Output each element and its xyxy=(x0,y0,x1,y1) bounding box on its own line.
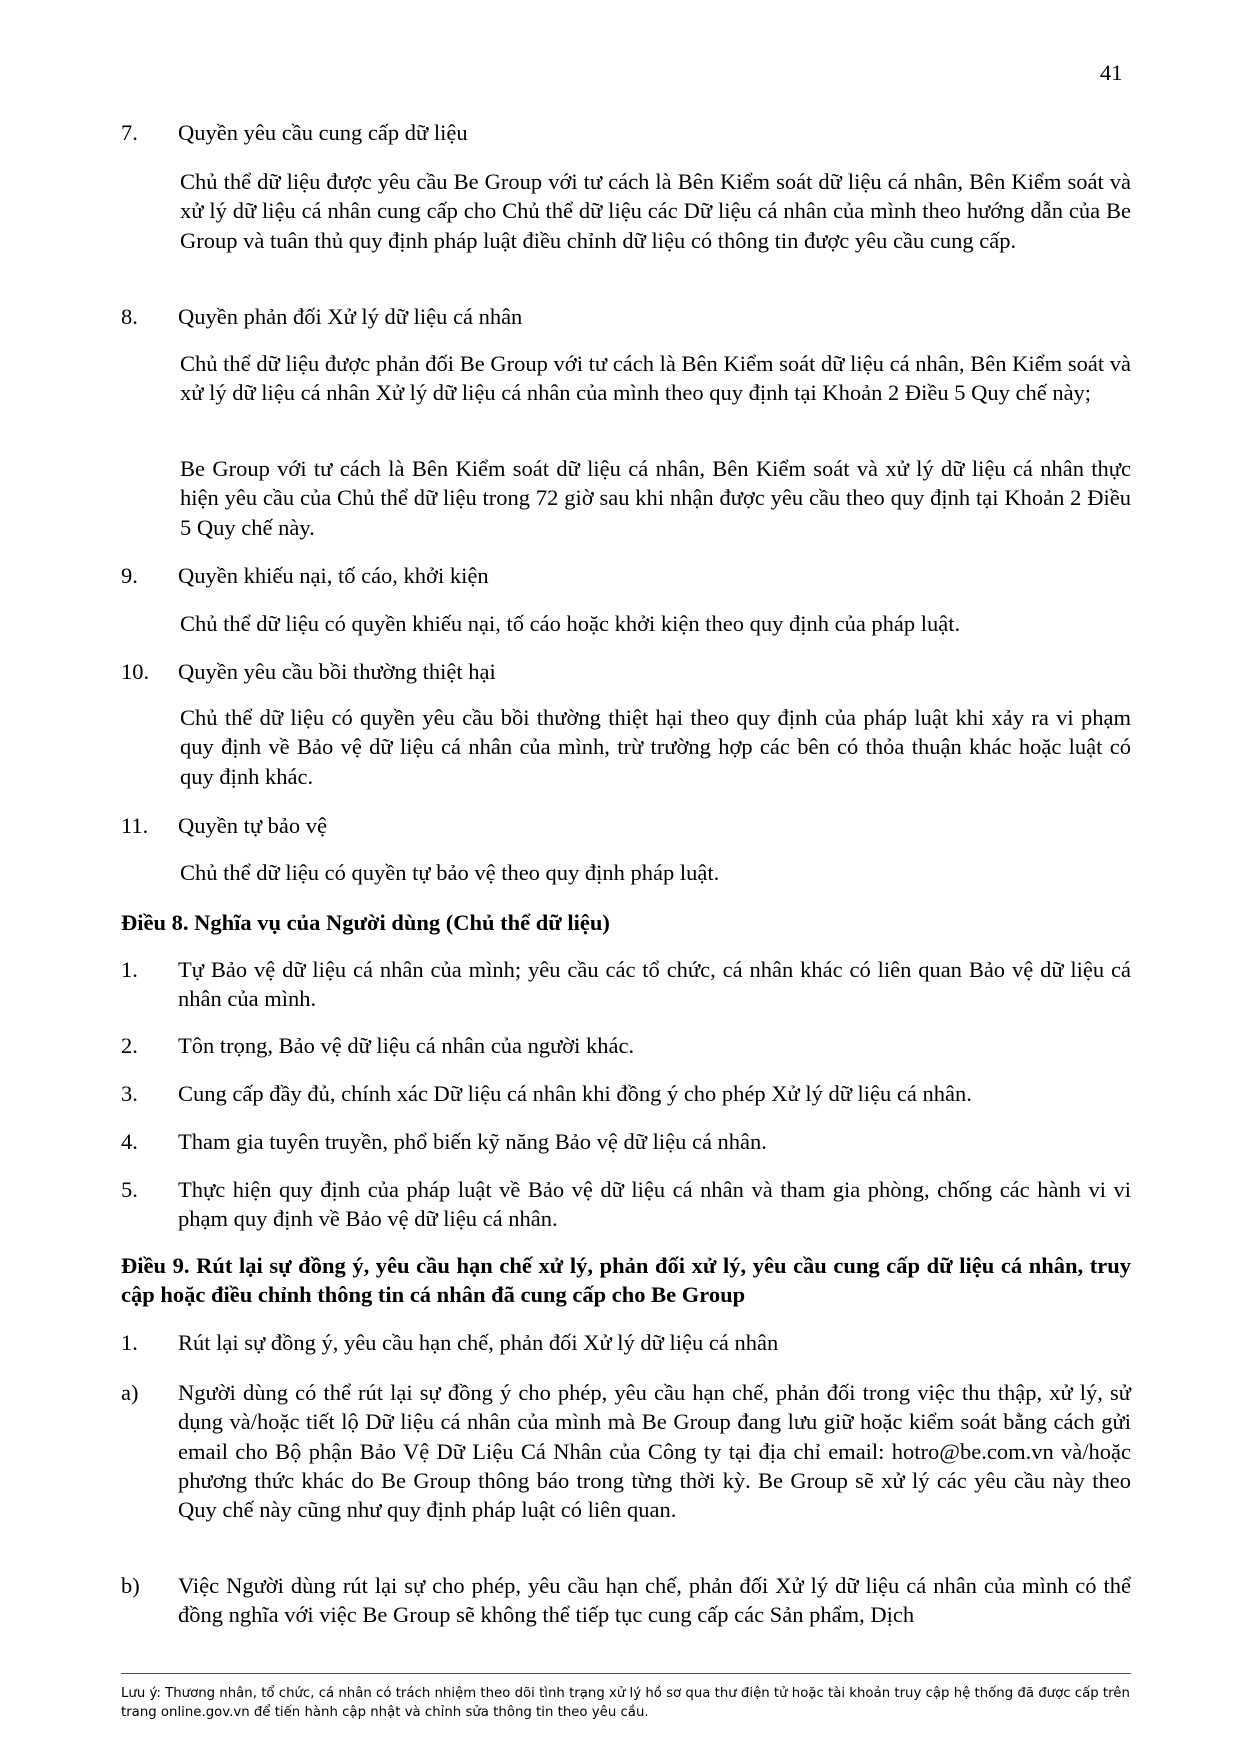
paragraph: Chủ thể dữ liệu được phản đối Be Group với tư cách là Bên Kiểm soát dữ liệu cá nhân, Bên Kiểm soát và xử lý dữ liệu cá nhân Xử lý dữ liệu cá nhân của mình theo quy định tại Khoản 2 Điều 5 Quy chế này; xyxy=(180,351,1131,406)
list-item: Việc Người dùng rút lại sự cho phép, yêu cầu hạn chế, phản đối Xử lý dữ liệu cá nhân của mình có thể đồng nghĩa với việc Be Group sẽ không thể tiếp tục cung cấp các Sản phẩm, Dịch xyxy=(178,1573,1131,1628)
item-title: Quyền tự bảo vệ xyxy=(178,813,328,838)
paragraph: Be Group với tư cách là Bên Kiểm soát dữ liệu cá nhân, Bên Kiểm soát và xử lý dữ liệu cá nhân thực hiện yêu cầu của Chủ thể dữ liệu trong 72 giờ sau khi nhận được yêu cầu theo quy định tại Khoản 2 Điều 5 Quy chế này. xyxy=(180,456,1131,540)
item-number: a) xyxy=(121,1380,139,1405)
list-item: Thực hiện quy định của pháp luật về Bảo vệ dữ liệu cá nhân và tham gia phòng, chống các hành vi vi phạm quy định về Bảo vệ dữ liệu cá nhân. xyxy=(178,1177,1131,1232)
paragraph: Chủ thể dữ liệu có quyền tự bảo vệ theo quy định pháp luật. xyxy=(180,860,720,885)
item-number: 1. xyxy=(121,957,138,982)
list-item: Cung cấp đầy đủ, chính xác Dữ liệu cá nhân khi đồng ý cho phép Xử lý dữ liệu cá nhân. xyxy=(178,1081,972,1106)
list-item: Tôn trọng, Bảo vệ dữ liệu cá nhân của người khác. xyxy=(178,1033,635,1058)
page-number: 41 xyxy=(1100,60,1123,85)
article-8-heading: Điều 8. Nghĩa vụ của Người dùng (Chủ thể dữ liệu) xyxy=(121,910,610,935)
paragraph: Chủ thể dữ liệu có quyền yêu cầu bồi thường thiệt hại theo quy định của pháp luật khi xảy ra vi phạm quy định về Bảo vệ dữ liệu cá nhân của mình, trừ trường hợp các bên có thỏa thuận khác hoặc luật có quy định khác. xyxy=(180,705,1131,789)
item-title: Quyền yêu cầu cung cấp dữ liệu xyxy=(178,120,468,145)
item-title: Quyền phản đối Xử lý dữ liệu cá nhân xyxy=(178,304,523,329)
item-number: 8. xyxy=(121,304,138,329)
paragraph: Chủ thể dữ liệu có quyền khiếu nại, tố cáo hoặc khởi kiện theo quy định của pháp luật. xyxy=(180,611,961,636)
article-9-heading: Điều 9. Rút lại sự đồng ý, yêu cầu hạn chế xử lý, phản đối xử lý, yêu cầu cung cấp dữ liệu cá nhân, truy cập hoặc điều chỉnh thông tin cá nhân đã cung cấp cho Be Group xyxy=(121,1253,1131,1308)
item-title: Quyền khiếu nại, tố cáo, khởi kiện xyxy=(178,563,489,588)
item-number: 4. xyxy=(121,1129,138,1154)
item-title: Quyền yêu cầu bồi thường thiệt hại xyxy=(178,659,496,684)
item-number: 2. xyxy=(121,1033,138,1058)
footer-divider xyxy=(121,1673,1131,1674)
list-item: Người dùng có thể rút lại sự đồng ý cho phép, yêu cầu hạn chế, phản đối trong việc thu thập, xử lý, sử dụng và/hoặc tiết lộ Dữ liệu cá nhân của mình mà Be Group đang lưu giữ hoặc kiểm soát bằng cách gửi email cho Bộ phận Bảo Vệ Dữ Liệu Cá Nhân của Công ty tại địa chỉ email: hotro@be.com.vn và/hoặc phương thức khác do Be Group thông báo trong từng thời kỳ. Be Group sẽ xử lý các yêu cầu này theo Quy chế này cũng như quy định pháp luật có liên quan. xyxy=(178,1380,1131,1523)
item-number: 9. xyxy=(121,563,138,588)
item-number: 11. xyxy=(121,813,149,838)
footer-note: Lưu ý: Thương nhân, tổ chức, cá nhân có trách nhiệm theo dõi tình trạng xử lý hồ sơ qua thư điện tử hoặc tài khoản truy cập hệ thống đã được cấp trên trang online.gov.vn để tiến hành cập nhật và chỉnh sửa thông tin theo yêu cầu. xyxy=(121,1686,1130,1720)
item-number: 1. xyxy=(121,1330,138,1355)
item-number: b) xyxy=(121,1573,140,1598)
paragraph: Chủ thể dữ liệu được yêu cầu Be Group với tư cách là Bên Kiểm soát dữ liệu cá nhân, Bên Kiểm soát và xử lý dữ liệu cá nhân cung cấp cho Chủ thể dữ liệu các Dữ liệu cá nhân của mình theo hướng dẫn của Be Group và tuân thủ quy định pháp luật điều chỉnh dữ liệu có thông tin được yêu cầu cung cấp. xyxy=(180,169,1131,253)
list-item: Rút lại sự đồng ý, yêu cầu hạn chế, phản đối Xử lý dữ liệu cá nhân xyxy=(178,1330,779,1355)
item-number: 10. xyxy=(121,659,150,684)
item-number: 3. xyxy=(121,1081,138,1106)
item-number: 5. xyxy=(121,1177,138,1202)
list-item: Tham gia tuyên truyền, phổ biến kỹ năng Bảo vệ dữ liệu cá nhân. xyxy=(178,1129,767,1154)
item-number: 7. xyxy=(121,120,138,145)
list-item: Tự Bảo vệ dữ liệu cá nhân của mình; yêu cầu các tổ chức, cá nhân khác có liên quan Bảo vệ dữ liệu cá nhân của mình. xyxy=(178,957,1131,1012)
